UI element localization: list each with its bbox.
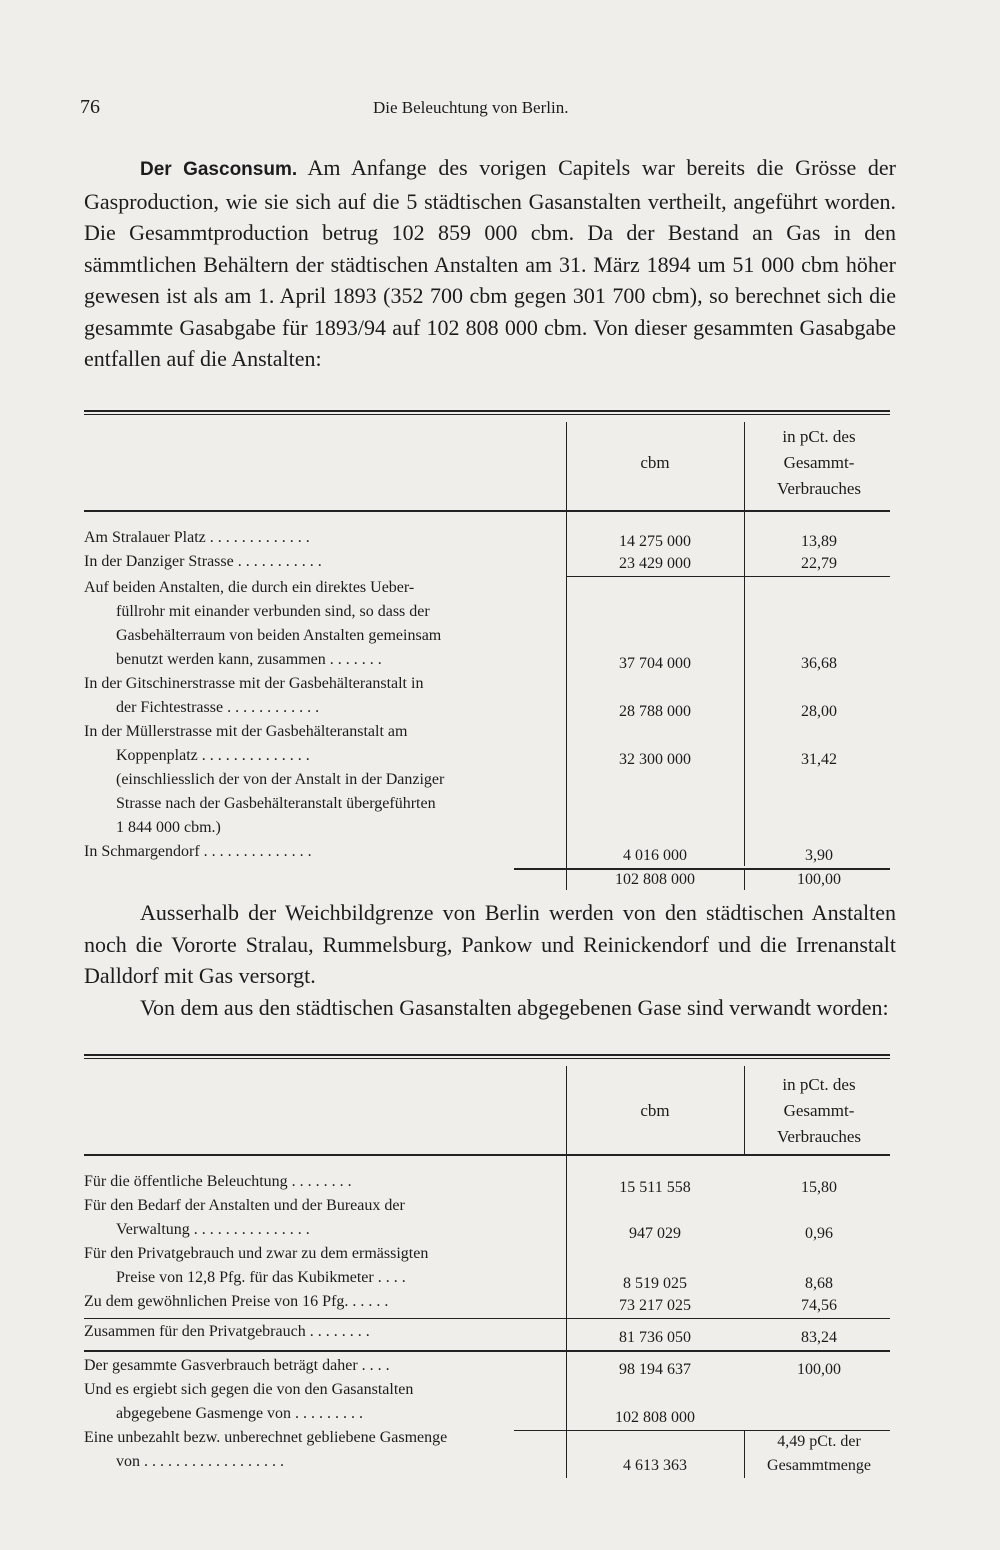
middle-paragraph-2: Von dem aus den städtischen Gasanstalten abgegebenen Gase sind verwandt worden: (140, 995, 889, 1020)
table-row-label: Am Stralauer Platz . . . . . . . . . . . . . (84, 529, 310, 546)
table-cell-cbm: 98 194 637 (619, 1361, 691, 1378)
table-cell-pct: 31,42 (801, 751, 837, 768)
column-header-cbm: cbm (640, 453, 670, 472)
column-header-pct: in pCt. des Gesammt- Verbrauches (776, 1075, 861, 1146)
table-row-label: Eine unbezahlt bezw. unberechnet gebliebene Gasmenge von . . . . . . . . . . . . . . . . . . (84, 1429, 448, 1470)
section-heading: Der Gasconsum. (140, 159, 298, 180)
page-number: 76 (80, 96, 100, 118)
table-cell-pct: 4,49 pCt. der Gesammtmenge (767, 1433, 871, 1474)
table-cell-cbm: 32 300 000 (619, 751, 691, 768)
table-cell-cbm: 28 788 000 (619, 703, 691, 720)
table-cell-pct: 74,56 (801, 1297, 837, 1314)
table-cell-pct: 8,68 (805, 1275, 833, 1292)
table-cell-cbm: 14 275 000 (619, 533, 691, 550)
table-cell-pct: 22,79 (801, 555, 837, 572)
header-bottom-rule (84, 1154, 890, 1156)
page-header (80, 96, 890, 126)
table-cell-cbm: 23 429 000 (619, 555, 691, 572)
subtotal-rule (84, 1318, 890, 1319)
table-cell-pct: 3,90 (805, 847, 833, 864)
table-cell-pct: 0,96 (805, 1225, 833, 1242)
column-divider (744, 868, 745, 890)
column-divider (566, 1066, 567, 1478)
column-divider (566, 422, 567, 890)
column-header-cbm: cbm (640, 1101, 670, 1120)
table-top-rule (84, 1054, 890, 1059)
table-cell-cbm: 947 029 (629, 1225, 681, 1242)
table-row-label: Für die öffentliche Beleuchtung . . . . . . . . (84, 1173, 352, 1190)
table-cell-cbm: 37 704 000 (619, 655, 691, 672)
table-total-pct: 100,00 (797, 871, 841, 888)
table-cell-cbm: 81 736 050 (619, 1329, 691, 1346)
table-row-label: In der Gitschinerstrasse mit der Gasbehälteranstalt in der Fichtestrasse . . . . . . . . . . . . (84, 675, 424, 716)
table-cell-pct: 36,68 (801, 655, 837, 672)
table-cell-pct: 28,00 (801, 703, 837, 720)
column-divider (744, 1066, 745, 1156)
table-row-label: Für den Privatgebrauch und zwar zu dem ermässigten Preise von 12,8 Pfg. für das Kubikmeter . . . . (84, 1245, 429, 1286)
subtotal-rule (84, 1350, 890, 1352)
column-divider (744, 576, 745, 866)
table-row-label: Und es ergiebt sich gegen die von den Gasanstalten abgegebene Gasmenge von . . . . . . . . . (84, 1381, 414, 1422)
table-cell-pct: 13,89 (801, 533, 837, 550)
table-row-label: In der Danziger Strasse . . . . . . . . . . . (84, 553, 322, 570)
subtotal-rule (566, 576, 890, 577)
table-total-cbm: 102 808 000 (615, 871, 695, 888)
intro-paragraph (84, 152, 896, 375)
table-row-label: Zusammen für den Privatgebrauch . . . . . . . . (84, 1323, 370, 1340)
middle-paragraph-1: Ausserhalb der Weichbildgrenze von Berlin werden von den städtischen Anstalten noch die Vororte Stralau, Rummelsburg, Pankow und Reinickendorf und die Irrenanstalt Dalldorf mit Gas versorgt. (84, 900, 896, 988)
table-cell-pct: 15,80 (801, 1179, 837, 1196)
table-row-label: In der Müllerstrasse mit der Gasbehälteranstalt am Koppenplatz . . . . . . . . . . . . . . (einschliesslich der von der Anstalt in der Danziger Strasse nach der Gasbehälteranstalt übergeführten 1 844 000 cbm.) (84, 723, 445, 836)
table-row-label: Der gesammte Gasverbrauch beträgt daher . . . . (84, 1357, 390, 1374)
table-cell-pct: 83,24 (801, 1329, 837, 1346)
table-cell-cbm: 4 016 000 (623, 847, 687, 864)
table-row-label: Auf beiden Anstalten, die durch ein direktes Ueber- füllrohr mit einander verbunden sind, so dass der Gasbehälterraum von beiden Anstalten gemeinsam benutzt werden kann, zusammen . . . . . . . (84, 579, 442, 668)
intro-text: Am Anfange des vorigen Capitels war bereits die Grösse der Gasproduction, wie sie sich auf die 5 städtischen Gasanstalten vertheilt, angeführt worden. Die Gesammtproduction betrug 102 859 000 cbm. Da der Bestand an Gas in den sämmtlichen Behältern der städtischen Anstalten am 31. März 1894 um 51 000 cbm höher gewesen ist als am 1. April 1893 (352 700 cbm gegen 301 700 cbm), so berechnet sich die gesammte Gasabgabe für 1893/94 auf 102 808 000 cbm. Von dieser gesammten Gasabgabe entfallen auf die Anstalten: (84, 155, 896, 371)
table-gas-by-plant (84, 410, 890, 900)
table-cell-pct: 100,00 (797, 1361, 841, 1378)
table-row-label: In Schmargendorf . . . . . . . . . . . . . . (84, 843, 312, 860)
table-gas-usage (84, 1054, 890, 1484)
header-bottom-rule (84, 510, 890, 512)
column-divider (744, 422, 745, 580)
running-title: Die Beleuchtung von Berlin. (373, 98, 569, 117)
table-cell-cbm: 102 808 000 (615, 1409, 695, 1426)
table-cell-cbm: 15 511 558 (619, 1179, 691, 1196)
column-header-pct: in pCt. des Gesammt- Verbrauches (776, 427, 861, 498)
table-cell-cbm: 8 519 025 (623, 1275, 687, 1292)
table-row-label: Zu dem gewöhnlichen Preise von 16 Pfg. . . . . . (84, 1293, 389, 1310)
table-row-label: Für den Bedarf der Anstalten und der Bureaux der Verwaltung . . . . . . . . . . . . . . . (84, 1197, 405, 1238)
table-cell-cbm: 4 613 363 (623, 1457, 687, 1474)
table-cell-cbm: 73 217 025 (619, 1297, 691, 1314)
table-top-rule (84, 410, 890, 415)
column-divider (744, 1430, 745, 1478)
